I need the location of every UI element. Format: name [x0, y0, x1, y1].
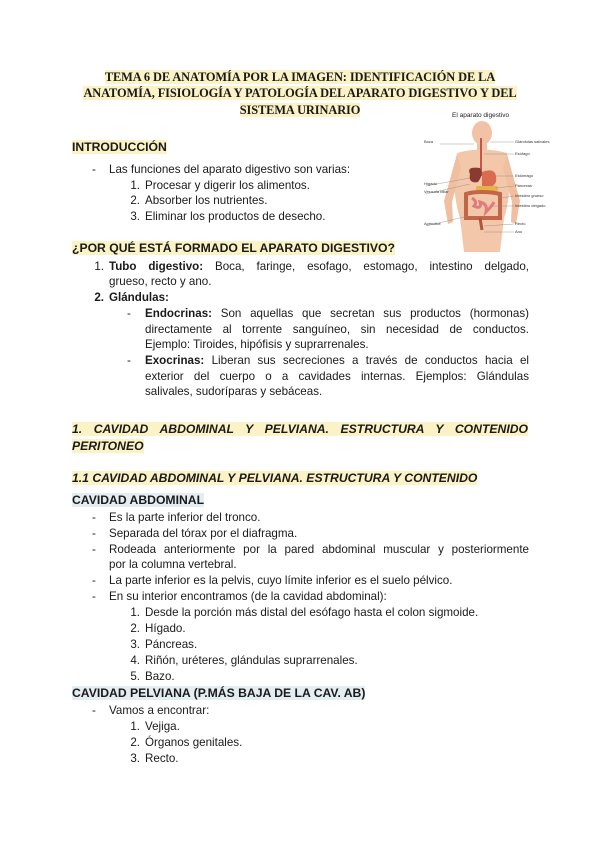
title-line-1: TEMA 6 DE ANATOMÍA POR LA IMAGEN: IDENTIFICACIÓN DE LA — [104, 70, 496, 84]
list-number: 2. — [94, 291, 104, 304]
section1-heading-line-2: PERITONEO — [72, 439, 144, 453]
endocrinas-line-1: Endocrinas: Son aquellas que secretan sus productos (hormonas) — [145, 307, 529, 320]
exocrinas-line-3: salivales, sudoríparas y sebáceas. — [145, 385, 323, 398]
dash-marker: - — [127, 354, 131, 367]
label-apendice: Apéndice — [424, 221, 441, 226]
abdominal-sub-1: Desde la porción más distal del esófago hasta el colon sigmoide. — [145, 606, 479, 619]
list-number: 2. — [130, 194, 140, 207]
dash-marker: - — [92, 527, 96, 540]
abdominal-item-5: En su interior encontramos (de la cavidad abdominal): — [109, 590, 387, 603]
list-number: 3. — [130, 638, 140, 651]
endocrinas-line-3: Ejemplo: Tiroides, hipófisis y suprarrenales. — [145, 338, 369, 351]
list-number: 3. — [130, 752, 140, 765]
label-intestino-delgado: Intestino delgado — [515, 203, 546, 208]
label-esofago: Esófago — [515, 151, 530, 156]
pelviana-item: Vamos a encontrar: — [109, 704, 210, 717]
pelviana-sub-3: Recto. — [145, 752, 179, 765]
list-number: 4. — [130, 654, 140, 667]
abdominal-sub-3: Páncreas. — [145, 638, 198, 651]
abdominal-sub-2: Hígado. — [145, 622, 186, 635]
abdominal-item-1: Es la parte inferior del tronco. — [109, 511, 261, 524]
list-number: 5. — [130, 670, 140, 683]
list-number: 1. — [94, 260, 104, 273]
list-number: 3. — [130, 210, 140, 223]
dash-marker: - — [92, 511, 96, 524]
section1-1-heading: 1.1 CAVIDAD ABDOMINAL Y PELVIANA. ESTRUCTURA Y CONTENIDO — [72, 471, 478, 485]
intro-heading: INTRODUCCIÓN — [72, 140, 167, 154]
section1-heading-line-1: 1. CAVIDAD ABDOMINAL Y PELVIANA. ESTRUCTURA Y CONTENIDO — [72, 422, 528, 436]
endocrinas-line-2: directamente al torrente sanguíneo, sin necesidad de conductos. — [145, 323, 529, 336]
label-higado: Hígado — [424, 181, 437, 186]
exocrinas-line-1: Exocrinas: Liberan sus secreciones a través de conductos hacia el — [145, 354, 529, 367]
porque-item-1: Tubo digestivo: Boca, faringe, esofago, estomago, intestino delgado, — [109, 260, 529, 273]
intro-item: Las funciones del aparato digestivo son varias: — [109, 163, 351, 176]
intro-sub-3: Eliminar los productos de desecho. — [145, 210, 326, 223]
abdominal-heading: CAVIDAD ABDOMINAL — [72, 493, 205, 507]
abdominal-item-4: La parte inferior es la pelvis, cuyo límite inferior es el suelo pélvico. — [109, 574, 453, 587]
porque-item-1-cont: grueso, recto y ano. — [109, 275, 212, 288]
label-recto: Recto — [515, 221, 526, 226]
label-boca: Boca — [424, 139, 434, 144]
list-number: 1. — [130, 720, 140, 733]
pelviana-sub-2: Órganos genitales. — [145, 736, 243, 749]
list-number: 2. — [130, 736, 140, 749]
title-line-3: SISTEMA URINARIO — [239, 102, 361, 117]
abdominal-item-3-cont: por la columna vertebral. — [109, 558, 237, 571]
dash-marker: - — [92, 590, 96, 603]
porque-item-2: Glándulas: — [109, 291, 169, 304]
label-pancreas: Páncreas — [515, 183, 532, 188]
dash-marker: - — [92, 163, 96, 176]
abdominal-item-2: Separada del tórax por el diafragma. — [109, 527, 298, 540]
intro-sub-2: Absorber los nutrientes. — [145, 194, 268, 207]
porque-heading: ¿POR QUÉ ESTÁ FORMADO EL APARATO DIGESTIVO? — [72, 241, 395, 255]
dash-marker: - — [92, 543, 96, 556]
label-glandulas-salivales: Glándulas salivales — [515, 139, 550, 144]
abdominal-item-3: Rodeada anteriormente por la pared abdominal muscular y posteriormente — [109, 543, 529, 556]
pelviana-sub-1: Vejiga. — [145, 720, 180, 733]
dash-marker: - — [92, 574, 96, 587]
intro-sub-1: Procesar y digerir los alimentos. — [145, 179, 310, 192]
list-number: 1. — [130, 179, 140, 192]
dash-marker: - — [92, 704, 96, 717]
label-intestino-grueso: Intestino grueso — [515, 193, 544, 198]
abdominal-sub-5: Bazo. — [145, 670, 175, 683]
dash-marker: - — [127, 307, 131, 320]
digestive-system-figure — [422, 106, 560, 254]
figure-caption: El aparato digestivo — [452, 112, 510, 119]
list-number: 2. — [130, 622, 140, 635]
list-number: 1. — [130, 606, 140, 619]
abdominal-sub-4: Riñón, uréteres, glándulas suprarrenales. — [145, 654, 358, 667]
title-line-2: ANATOMÍA, FISIOLOGÍA Y PATOLOGÍA DEL APARATO DIGESTIVO Y DEL — [83, 86, 517, 101]
exocrinas-line-2: exterior del cuerpo o a cavidades internas. Ejemplos: Glándulas — [145, 370, 529, 383]
label-ano: Ano — [515, 229, 523, 234]
label-estomago: Estómago — [515, 173, 534, 178]
label-vesicula: Vesícula biliar — [424, 189, 449, 194]
pelviana-heading: CAVIDAD PELVIANA (P.MÁS BAJA DE LA CAV. AB) — [72, 686, 366, 700]
